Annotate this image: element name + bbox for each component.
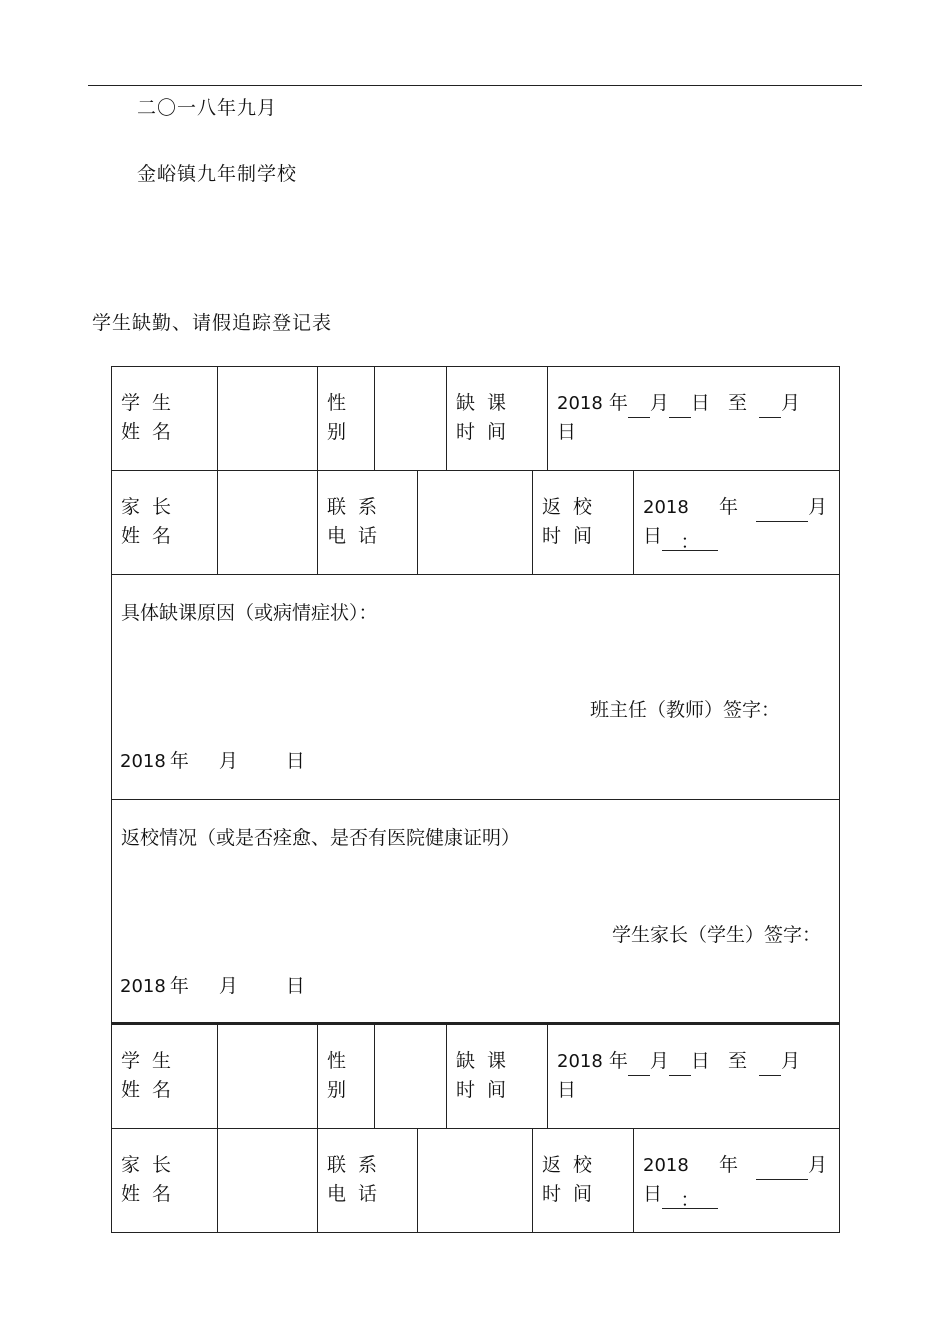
gender-label-cell xyxy=(317,1025,374,1128)
return-time-field[interactable]: 2018 年 月 日 ： xyxy=(633,1129,839,1232)
phone-field[interactable] xyxy=(417,1129,532,1232)
absence-time-field[interactable]: 2018 年 月 日 至 月 日 xyxy=(547,367,839,470)
absence-time-label-cell xyxy=(446,1025,547,1128)
student-info-row xyxy=(112,367,839,471)
student-name-label: 学生姓名 xyxy=(121,1050,184,1101)
parent-info-row xyxy=(112,471,839,575)
student-name-field[interactable] xyxy=(217,1025,317,1128)
teacher-sign-label: 班主任（教师）签字： xyxy=(590,699,781,721)
gender-label-cell xyxy=(317,367,374,470)
parent-name-field[interactable] xyxy=(217,471,317,574)
student-info-row xyxy=(112,1025,839,1129)
form-title: 学生缺勤、请假追踪登记表 xyxy=(92,312,333,334)
parent-name-label-cell xyxy=(112,471,217,574)
absence-time-field[interactable]: 2018 年 月 日 至 月 日 xyxy=(547,1025,839,1128)
return-status-row[interactable] xyxy=(112,800,839,1024)
return-status-label: 返校情况（或是否痊愈、是否有医院健康证明） xyxy=(121,827,521,849)
header-rule xyxy=(88,85,862,86)
gender-field[interactable] xyxy=(374,1025,446,1128)
return-time-label: 返校时间 xyxy=(542,496,605,547)
document-date: 二〇一八年九月 xyxy=(137,97,278,119)
leave-record-table-2 xyxy=(111,1022,840,1233)
parent-name-label-cell xyxy=(112,1129,217,1232)
return-time-label: 返校时间 xyxy=(542,1154,605,1205)
parent-name-field[interactable] xyxy=(217,1129,317,1232)
gender-field[interactable] xyxy=(374,367,446,470)
parent-sign-date: 2018 年 月 日 xyxy=(120,975,305,997)
student-name-label-cell xyxy=(112,1025,217,1128)
return-time-label-cell xyxy=(532,471,633,574)
return-time-label-cell xyxy=(532,1129,633,1232)
absence-time-label: 缺课时间 xyxy=(456,1050,519,1101)
parent-name-label: 家长姓名 xyxy=(121,1154,184,1205)
leave-record-table xyxy=(111,366,840,1025)
parent-info-row xyxy=(112,1129,839,1232)
gender-label: 性别 xyxy=(327,392,347,443)
phone-label: 联系电话 xyxy=(327,1154,390,1205)
parent-name-label: 家长姓名 xyxy=(121,496,184,547)
reason-row[interactable] xyxy=(112,575,839,800)
student-name-label-cell xyxy=(112,367,217,470)
teacher-sign-date: 2018 年 月 日 xyxy=(120,750,305,772)
student-name-field[interactable] xyxy=(217,367,317,470)
phone-label: 联系电话 xyxy=(327,496,390,547)
phone-label-cell xyxy=(317,1129,417,1232)
phone-label-cell xyxy=(317,471,417,574)
parent-sign-label: 学生家长（学生）签字： xyxy=(612,924,822,946)
phone-field[interactable] xyxy=(417,471,532,574)
reason-label: 具体缺课原因（或病情症状）： xyxy=(121,602,378,624)
gender-label: 性别 xyxy=(327,1050,347,1101)
return-time-field[interactable]: 2018 年 月 日 ： xyxy=(633,471,839,574)
school-name: 金峪镇九年制学校 xyxy=(137,163,298,185)
absence-time-label: 缺课时间 xyxy=(456,392,519,443)
absence-time-label-cell xyxy=(446,367,547,470)
student-name-label: 学生姓名 xyxy=(121,392,184,443)
